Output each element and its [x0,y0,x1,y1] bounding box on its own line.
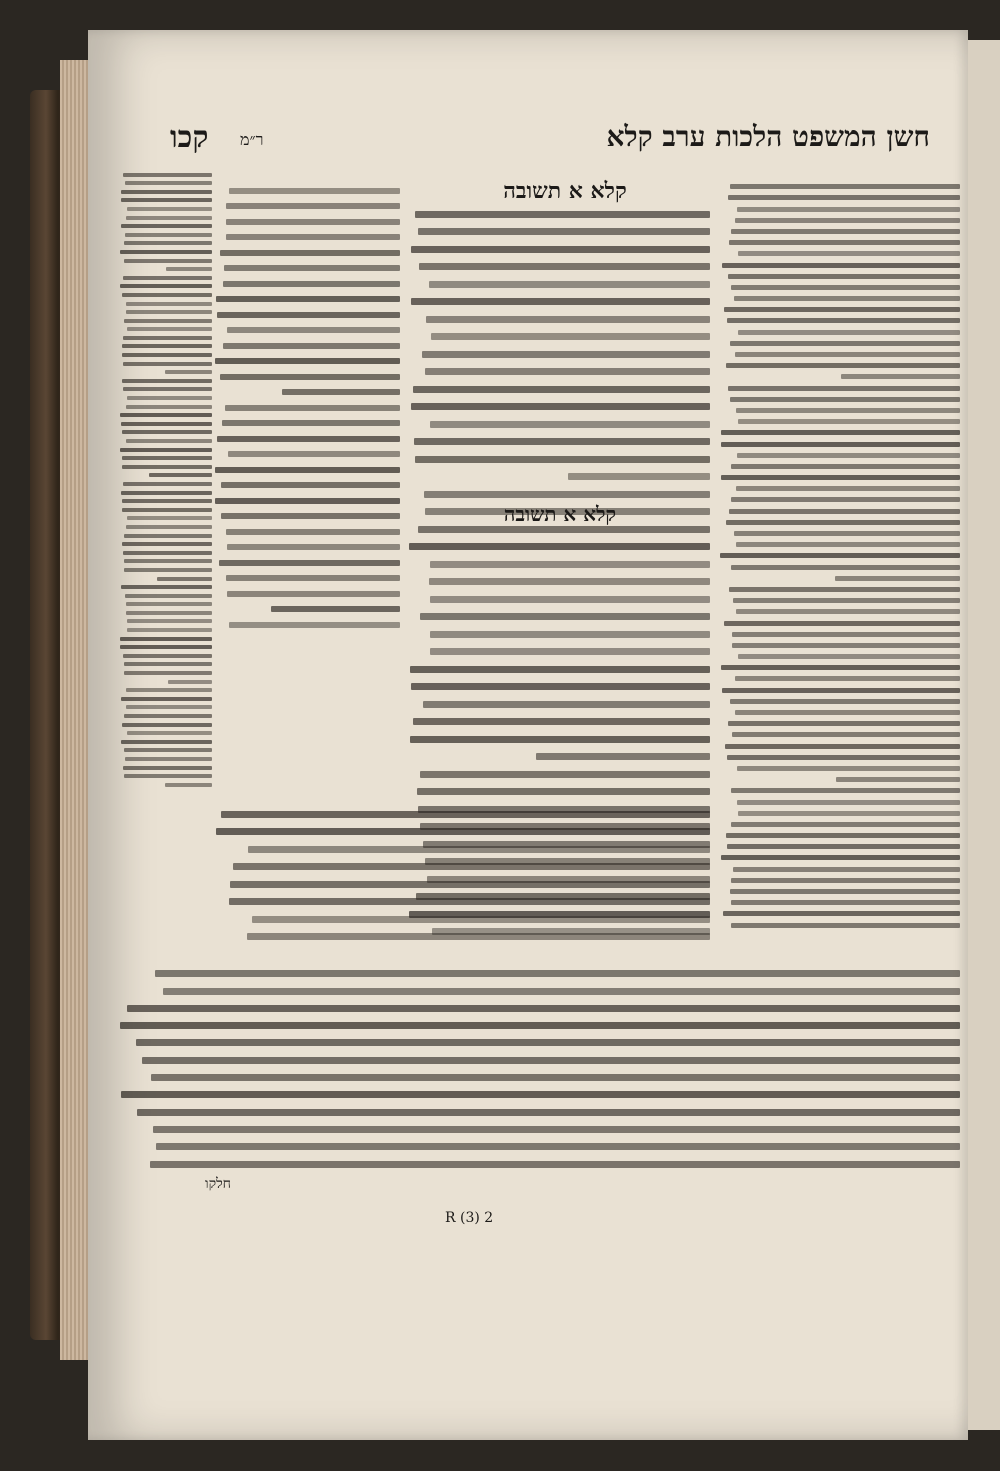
text-line [220,250,400,256]
text-line [122,542,212,546]
text-line [841,374,960,379]
text-line [121,198,212,202]
text-line [430,648,710,655]
text-line [223,281,400,287]
text-line [568,473,710,480]
text-line [728,721,960,726]
text-line [165,370,212,374]
left-gloss-column [120,168,212,788]
text-line [121,740,212,744]
right-commentary-column [720,178,960,938]
text-line [155,970,960,977]
text-line [282,389,400,395]
text-line [121,585,212,589]
text-line [728,274,960,279]
text-line [737,207,960,212]
text-line [737,800,960,805]
text-line [430,596,710,603]
text-line [430,631,710,638]
text-line [122,430,212,434]
text-line [150,1161,960,1168]
text-line [156,1143,960,1150]
text-line [271,606,400,612]
text-line [728,195,960,200]
text-line [122,379,212,383]
text-line [721,475,960,480]
text-line [731,497,960,502]
text-line [226,529,400,535]
page-header [150,120,950,170]
text-line [136,1039,960,1046]
text-line [721,430,960,435]
text-line [124,671,212,675]
text-line [127,731,212,735]
text-line [124,319,212,323]
text-line [216,828,710,835]
text-line [726,520,960,525]
text-line [735,676,960,681]
text-line [163,988,960,995]
text-line [122,456,212,460]
text-line [126,525,212,529]
text-line [720,553,960,558]
text-line [734,296,960,301]
text-line [414,438,710,445]
text-line [127,1005,960,1012]
text-line [229,622,400,628]
text-line [149,473,212,477]
text-line [123,336,212,340]
text-line [731,565,960,570]
text-line [228,451,400,457]
catchword: חלקו [205,1176,231,1192]
text-line [726,363,960,368]
text-line [731,464,960,469]
text-line [127,396,212,400]
text-line [415,211,710,218]
text-line [431,333,710,340]
text-line [122,723,212,727]
text-line [413,718,710,725]
text-line [730,397,960,402]
text-line [166,267,212,271]
text-line [722,263,960,268]
text-line [722,688,960,693]
text-line [223,343,400,349]
text-line [723,911,960,916]
folio-number: קכו [170,120,209,155]
text-line [426,316,710,323]
text-line [123,482,212,486]
text-line [418,228,710,235]
text-line [121,697,212,701]
text-line [730,699,960,704]
text-line [733,598,960,603]
text-line [721,665,960,670]
text-line [429,578,710,585]
text-line [222,420,400,426]
text-line [126,405,212,409]
text-line [124,559,212,563]
lower-main-text-block [215,800,710,950]
text-line [736,486,960,491]
text-line [123,362,212,366]
text-line [734,531,960,536]
text-line [429,281,710,288]
text-line [125,594,212,598]
text-line [724,621,960,626]
text-line [215,358,400,364]
text-line [420,613,710,620]
text-line [420,771,710,778]
text-line [126,310,212,314]
text-line [123,766,212,770]
text-line [123,173,212,177]
middle-commentary-column [215,178,400,638]
adjacent-page-edge [968,40,1000,1430]
text-line [124,662,212,666]
text-line [125,181,212,185]
text-line [126,216,212,220]
text-line [836,777,960,782]
text-line [729,240,960,245]
text-line [727,844,960,849]
text-line [122,499,212,503]
text-line [536,753,710,760]
text-line [411,246,710,253]
text-line [122,508,212,512]
text-line [411,403,710,410]
text-line [735,710,960,715]
text-line [221,513,400,519]
text-line [122,465,212,469]
text-line [227,591,400,597]
text-line [733,867,960,872]
text-line [122,293,212,297]
text-line [419,263,710,270]
text-line [229,898,710,905]
text-line [737,766,960,771]
text-line [121,422,212,426]
text-line [731,923,960,928]
text-line [410,736,710,743]
text-line [120,637,212,641]
text-line [735,352,960,357]
text-line [221,811,710,818]
text-line [226,575,400,581]
text-line [735,218,960,223]
text-line [415,456,710,463]
text-line [120,1022,960,1029]
text-line [721,855,960,860]
text-line [221,482,400,488]
text-line [430,421,710,428]
bottom-commentary-block [120,960,960,1170]
text-line [737,453,960,458]
text-line [229,188,400,194]
text-line [230,881,710,888]
text-line [123,551,212,555]
text-line [168,680,212,684]
text-line [835,576,960,581]
text-line [226,203,400,209]
text-line [126,688,212,692]
text-line [157,577,212,581]
text-line [422,351,710,358]
text-line [738,419,960,424]
text-line [215,467,400,473]
text-line [120,284,212,288]
text-line [225,405,400,411]
text-line [726,833,960,838]
text-line [736,542,960,547]
text-line [123,654,212,658]
text-line [124,241,212,245]
text-line [219,560,400,566]
text-line [738,330,960,335]
section-heading: קלא א תשובה [503,178,627,204]
text-line [127,619,212,623]
text-line [417,788,710,795]
text-line [126,611,212,615]
text-line [165,783,212,787]
text-line [411,683,710,690]
text-line [216,296,400,302]
text-line [721,442,960,447]
text-line [227,327,400,333]
text-line [730,889,960,894]
text-line [121,224,212,228]
text-line [126,705,212,709]
text-line [413,386,710,393]
text-line [120,645,212,649]
text-line [123,387,212,391]
text-line [123,276,212,280]
text-line [124,714,212,718]
text-line [124,534,212,538]
text-line [727,318,960,323]
text-line [126,602,212,606]
text-line [121,190,212,194]
text-line [736,609,960,614]
text-line [121,491,212,495]
text-line [126,439,212,443]
text-line [730,341,960,346]
text-line [732,643,960,648]
text-line [127,516,212,520]
text-line [120,413,212,417]
page-edges [60,60,90,1360]
text-line [227,544,400,550]
text-line [153,1126,960,1133]
text-line [728,386,960,391]
text-line [120,250,212,254]
text-line [127,628,212,632]
text-line [226,219,400,225]
text-line [127,327,212,331]
text-line [122,344,212,348]
text-line [137,1109,960,1116]
text-line [423,701,710,708]
text-line [226,234,400,240]
text-line [224,265,400,271]
text-line [409,543,710,550]
text-line [122,353,213,357]
text-line [425,368,710,375]
text-line [731,822,960,827]
text-line [730,184,960,189]
section-subheading: קלא א תשובה [503,502,617,526]
text-line [424,491,710,498]
text-line [127,207,212,211]
text-line [217,436,400,442]
text-line [732,632,960,637]
text-line [252,916,710,923]
text-line [736,408,960,413]
text-line [151,1074,960,1081]
text-line [731,900,960,905]
text-line [724,307,960,312]
text-line [124,259,212,263]
text-line [215,498,400,504]
text-line [247,933,710,940]
text-line [124,568,212,572]
text-line [725,744,960,749]
text-line [124,748,212,752]
text-line [738,654,960,659]
text-line [731,229,960,234]
page-title: חשן המשפט הלכות ערב קלא [606,120,930,153]
text-line [731,285,960,290]
text-line [738,811,960,816]
text-line [411,298,710,305]
text-line [217,312,400,318]
text-line [125,757,212,761]
text-line [126,302,212,306]
text-line [124,774,212,778]
text-line [731,788,960,793]
text-line [729,587,960,592]
text-line [738,251,960,256]
signature-mark: R (3) 2 [445,1210,494,1226]
text-line [142,1057,960,1064]
folio-mark: ר״מ [240,130,264,149]
text-line [430,561,710,568]
text-line [248,846,710,853]
text-line [410,666,710,673]
text-line [121,1091,960,1098]
text-line [729,509,960,514]
text-line [727,755,960,760]
text-line [125,233,212,237]
text-line [731,878,960,883]
text-line [220,374,400,380]
text-line [120,448,212,452]
text-line [732,732,961,737]
text-line [233,863,710,870]
